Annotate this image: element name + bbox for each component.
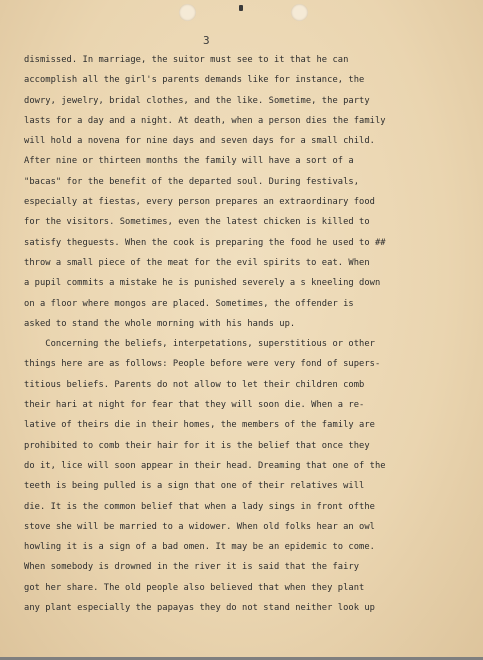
text-line: dowry, jewelry, bridal clothes, and the like. Sometime, the party xyxy=(24,95,370,106)
text-line: accomplish all the girl's parents demands like for instance, the xyxy=(24,75,365,86)
page-number: 3 xyxy=(203,34,210,47)
text-line: do it, lice will soon appear in their head. Dreaming that one of the xyxy=(24,460,386,471)
text-line: "bacas" for the benefit of the departed soul. During festivals, xyxy=(24,176,360,187)
text-line: teeth is being pulled is a sign that one of their relatives will xyxy=(24,481,365,492)
text-line: got her share. The old people also believed that when they plant xyxy=(24,582,365,593)
text-line: will hold a novena for nine days and seven days for a small child. xyxy=(24,136,375,147)
text-line: die. It is the common belief that when a lady sings in front ofthe xyxy=(24,501,375,512)
text-line: lasts for a day and a night. At death, when a person dies the family xyxy=(24,115,386,126)
text-line: titious beliefs. Parents do not allow to let their children comb xyxy=(24,379,365,390)
text-line: prohibited to comb their hair for it is the belief that once they xyxy=(24,440,370,451)
text-line: dismissed. In marriage, the suitor must see to it that he can xyxy=(24,55,349,65)
text-line: throw a small piece of the meat for the evil spirits to eat. When xyxy=(24,257,370,268)
text-line: for the visitors. Sometimes, even the latest chicken is killed to xyxy=(24,217,370,228)
text-line: on a floor where mongos are placed. Sometimes, the offender is xyxy=(24,298,354,309)
text-line: Concerning the beliefs, interpetations, superstitious or other xyxy=(24,339,375,350)
text-line: After nine or thirteen months the family will have a sort of a xyxy=(24,156,354,167)
text-line: any plant especially the papayas they do not stand neither look up xyxy=(24,603,375,614)
binder-hole-left xyxy=(179,4,196,21)
text-line: satisfy theguests. When the cook is preparing the food he used to ## xyxy=(24,237,386,248)
text-line: When somebody is drowned in the river it is said that the fairy xyxy=(24,562,360,573)
body-text xyxy=(24,50,476,618)
text-line: asked to stand the whole morning with his hands up. xyxy=(24,318,296,329)
text-line: especially at fiestas, every person prepares an extraordinary food xyxy=(24,197,375,208)
text-line: howling it is a sign of a bad omen. It may be an epidemic to come. xyxy=(24,542,375,553)
binder-hole-right xyxy=(291,4,308,21)
text-line: things here are as follows: People before were very fond of supers- xyxy=(24,359,381,370)
text-line: a pupil commits a mistake he is punished severely a s kneeling down xyxy=(24,278,381,289)
text-line: lative of theirs die in their homes, the members of the family are xyxy=(24,420,375,431)
staple-mark xyxy=(239,5,243,11)
text-line: their hari at night for fear that they will soon die. When a re- xyxy=(24,400,365,411)
text-line: stove she will be married to a widower. When old folks hear an owl xyxy=(24,521,375,532)
